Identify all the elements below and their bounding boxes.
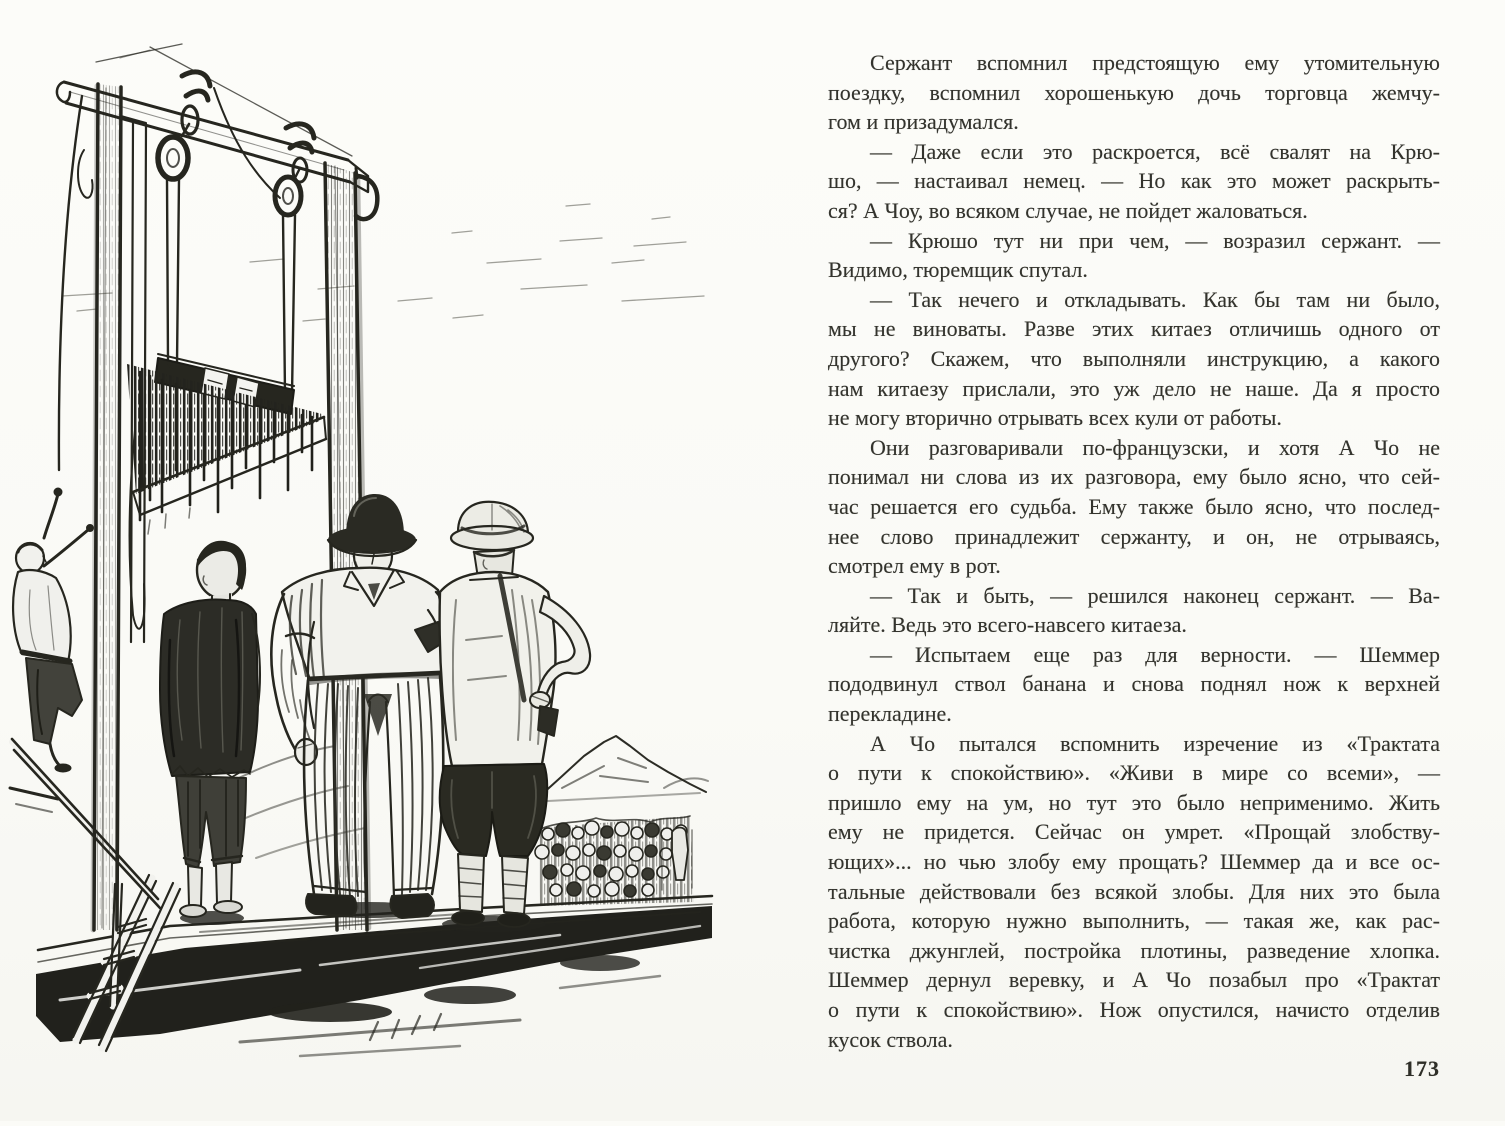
text-line: шо, — настаивал немец. — Но как это может раскрыть- <box>828 166 1440 196</box>
text-line: пододвинул ствол банана и снова поднял нож к верхней <box>828 669 1440 699</box>
paragraph <box>828 48 1440 137</box>
text-line: Шеммер дернул веревку, и А Чо позабыл про «Трактат <box>828 965 1440 995</box>
text-line: тальные действовали без всякой злобы. Для них это была <box>828 877 1440 907</box>
paragraph <box>828 729 1440 1055</box>
mountain-ridge <box>540 736 708 801</box>
page-number: 173 <box>828 1056 1440 1082</box>
text-line: — Так нечего и откладывать. Как бы там ни было, <box>828 285 1440 315</box>
paragraph <box>828 433 1440 581</box>
text-line: поездку, вспомнил хорошенькую дочь торговца жемчу- <box>828 78 1440 108</box>
support-pole <box>10 739 160 908</box>
text-line: — Даже если это раскроется, всё свалят на Крю- <box>828 137 1440 167</box>
sky-dashes <box>62 204 704 321</box>
text-line: А Чо пытался вспомнить изречение из «Трактата <box>828 729 1440 759</box>
climbing-worker <box>13 488 93 772</box>
text-line: о пути к спокойствию». Нож опустился, начисто отделив <box>828 995 1440 1025</box>
text-line: работа, которую нужно выполнить, — такая же, как рас- <box>828 906 1440 936</box>
text-line: — Испытаем еще раз для верности. — Шеммер <box>828 640 1440 670</box>
text-line: перекладине. <box>828 699 1440 729</box>
text-line: ющих»... но чью злобу ему прощать? Шеммер да и все ос- <box>828 847 1440 877</box>
text-line: Видимо, тюремщик спутал. <box>828 255 1440 285</box>
paragraph <box>828 640 1440 729</box>
text-line: Они разговаривали по-французски, и хотя А Чо не <box>828 433 1440 463</box>
text-line: — Крюшо тут ни при чем, — возразил сержант. — <box>828 226 1440 256</box>
text-line: гом и призадумался. <box>828 107 1440 137</box>
paragraph <box>828 137 1440 226</box>
text-line: кусок ствола. <box>828 1025 1440 1055</box>
text-line: другого? Скажем, что выполняли инструкцию, а какого <box>828 344 1440 374</box>
text-line: — Так и быть, — решился наконец сержант. — Ва- <box>828 581 1440 611</box>
text-line: ся? А Чоу, во всяком случае, не пойдет жаловаться. <box>828 196 1440 226</box>
paragraph <box>828 226 1440 285</box>
text-line: о пути к спокойствию». «Живи в мире со всеми», — <box>828 758 1440 788</box>
text-line: понимал ни слова из их разговора, ему было ясно, что сей- <box>828 462 1440 492</box>
text-line: смотрел ему в рот. <box>828 551 1440 581</box>
chinese-prisoner <box>160 542 260 917</box>
paragraph <box>828 285 1440 433</box>
text-line: пришло ему на ум, но тут это было неприменимо. Жить <box>828 788 1440 818</box>
text-line: ему не придется. Сейчас он умрет. «Прощай злобству- <box>828 817 1440 847</box>
paragraph <box>828 581 1440 640</box>
crowd <box>535 816 694 906</box>
text-line: мы не виноваты. Разве этих китаез отличишь одного от <box>828 314 1440 344</box>
text-line: нам китаезу прислали, это уж дело не наше. Да я просто <box>828 374 1440 404</box>
text-line: час решается его судьба. Ему также было ясно, что послед- <box>828 492 1440 522</box>
text-line: нее слово принадлежит сержанту, и он, не отрываясь, <box>828 522 1440 552</box>
text-line: чистка джунглей, постройка плотины, разведение хлопка. <box>828 936 1440 966</box>
text-line: Сержант вспомнил предстоящую ему утомительную <box>828 48 1440 78</box>
text-line: ляйте. Ведь это всего-навсего китаеза. <box>828 610 1440 640</box>
text-column <box>828 48 1440 1054</box>
mouton-and-blade <box>127 354 326 534</box>
text-line: не могу вторично отрывать всех кули от работы. <box>828 403 1440 433</box>
